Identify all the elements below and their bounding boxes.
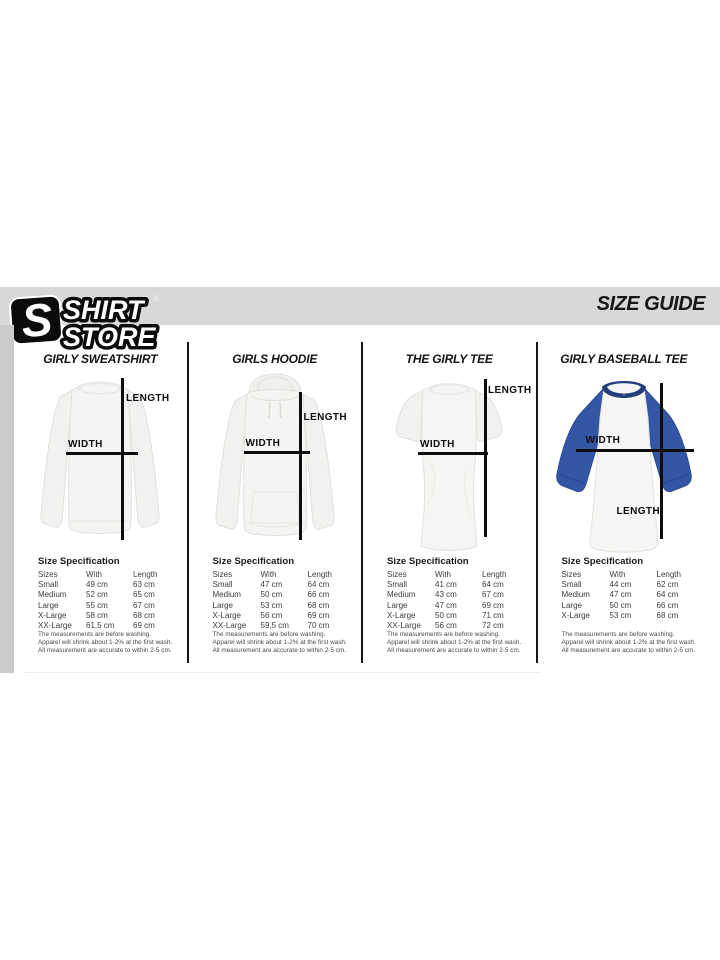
spec-row bbox=[213, 601, 357, 611]
svg-text:S: S bbox=[19, 292, 55, 347]
size-cell: Medium bbox=[212, 590, 241, 600]
wash-notes bbox=[38, 631, 183, 656]
product-column-sweatshirt bbox=[14, 342, 187, 663]
size-cell: Large bbox=[212, 600, 233, 610]
product-title: GIRLS HOODIE bbox=[232, 352, 318, 366]
size-cell: Medium bbox=[561, 590, 590, 600]
length-cell: 63 cm bbox=[133, 580, 155, 590]
wash-notes bbox=[387, 631, 532, 656]
size-cell: XX-Large bbox=[212, 621, 247, 631]
size-cell: XX-Large bbox=[387, 621, 421, 631]
length-label: LENGTH bbox=[616, 506, 661, 517]
length-cell: 64 cm bbox=[656, 590, 679, 600]
width-cell: 56 cm bbox=[260, 610, 283, 620]
baseball-tee-image bbox=[544, 372, 704, 562]
col-header-sizes: Sizes bbox=[561, 570, 582, 579]
col-header-length: Length bbox=[307, 570, 332, 579]
length-cell: 69 cm bbox=[482, 600, 504, 610]
spec-row bbox=[213, 621, 357, 631]
product-column-hoodie bbox=[187, 342, 362, 663]
note-line: All measurement are accurate to within 2-5 cm. bbox=[38, 647, 172, 655]
width-label: WIDTH bbox=[420, 439, 455, 450]
col-header-length: Length bbox=[133, 570, 158, 579]
hoodie-image bbox=[195, 372, 355, 562]
width-cell: 59,5 cm bbox=[260, 621, 289, 631]
registered-mark: ® bbox=[153, 294, 159, 303]
size-cell: Medium bbox=[38, 590, 67, 600]
page-title: SIZE GUIDE bbox=[596, 293, 705, 315]
spec-row bbox=[38, 580, 182, 590]
width-cell: 47 cm bbox=[435, 600, 457, 610]
col-header-sizes: Sizes bbox=[38, 570, 58, 579]
spec-row bbox=[213, 580, 357, 590]
width-measure-line bbox=[576, 449, 694, 452]
spec-header-row bbox=[562, 570, 706, 580]
spec-row bbox=[38, 590, 182, 600]
width-label: WIDTH bbox=[68, 439, 103, 450]
size-spec-table bbox=[562, 556, 706, 621]
spec-row bbox=[387, 590, 531, 600]
bottom-hairline bbox=[25, 672, 540, 673]
length-cell: 64 cm bbox=[482, 580, 504, 590]
spec-heading: Size Specification bbox=[212, 556, 295, 567]
wash-notes bbox=[213, 631, 358, 656]
size-cell: Large bbox=[38, 600, 59, 610]
length-cell: 66 cm bbox=[656, 600, 679, 610]
spec-row bbox=[213, 611, 357, 621]
length-cell: 69 cm bbox=[133, 621, 155, 631]
spec-row bbox=[213, 590, 357, 600]
length-cell: 70 cm bbox=[307, 621, 330, 631]
size-cell: Medium bbox=[387, 590, 416, 600]
width-measure-line bbox=[66, 452, 138, 455]
width-cell: 56 cm bbox=[435, 621, 457, 631]
length-cell: 69 cm bbox=[307, 610, 330, 620]
width-cell: 53 cm bbox=[260, 600, 283, 610]
width-cell: 49 cm bbox=[86, 580, 108, 590]
spec-row bbox=[387, 621, 531, 631]
left-edge-strip bbox=[0, 325, 14, 673]
logo-word-shirt: SHIRT bbox=[63, 295, 144, 325]
note-line: All measurement are accurate to within 2-5 cm. bbox=[212, 647, 347, 655]
width-measure-line bbox=[244, 451, 310, 454]
product-column-tee bbox=[361, 342, 536, 663]
product-column-baseball-tee bbox=[536, 342, 711, 663]
product-title: THE GIRLY TEE bbox=[405, 352, 493, 366]
size-cell: X-Large bbox=[387, 610, 416, 620]
width-cell: 52 cm bbox=[86, 590, 108, 600]
spec-header-row bbox=[213, 570, 357, 580]
length-cell: 65 cm bbox=[133, 590, 155, 600]
logo-word-store: STORE bbox=[63, 322, 156, 352]
col-header-length: Length bbox=[482, 570, 507, 579]
product-title: GIRLY BASEBALL TEE bbox=[560, 352, 688, 366]
length-cell: 64 cm bbox=[307, 580, 330, 590]
spec-row bbox=[562, 601, 706, 611]
spec-header-row bbox=[387, 570, 531, 580]
length-cell: 71 cm bbox=[482, 610, 504, 620]
size-cell: Small bbox=[561, 580, 582, 590]
spec-heading: Size Specification bbox=[561, 556, 644, 567]
note-line: Apparel will shrink about 1-2% at the first wash. bbox=[561, 639, 696, 647]
length-label: LENGTH bbox=[126, 393, 170, 404]
width-cell: 53 cm bbox=[609, 610, 632, 620]
width-cell: 50 cm bbox=[435, 610, 457, 620]
col-header-length: Length bbox=[656, 570, 681, 579]
garment-figure bbox=[14, 372, 187, 562]
size-cell: Small bbox=[212, 580, 233, 590]
garment-figure bbox=[189, 372, 362, 562]
width-label: WIDTH bbox=[245, 438, 281, 449]
width-cell: 61,5 cm bbox=[86, 621, 115, 631]
length-measure-line bbox=[484, 379, 487, 537]
width-cell: 41 cm bbox=[435, 580, 457, 590]
length-measure-line bbox=[121, 378, 124, 540]
spec-heading: Size Specification bbox=[38, 556, 120, 567]
size-spec-table bbox=[38, 556, 182, 631]
width-label: WIDTH bbox=[585, 435, 621, 446]
length-cell: 68 cm bbox=[656, 610, 679, 620]
garment-figure bbox=[363, 372, 536, 562]
spec-row bbox=[387, 611, 531, 621]
size-cell: Large bbox=[387, 600, 408, 610]
note-line: Apparel will shrink about 1-2% at the first wash. bbox=[38, 639, 173, 647]
length-cell: 68 cm bbox=[307, 600, 330, 610]
garment-figure bbox=[538, 372, 711, 562]
length-cell: 68 cm bbox=[133, 610, 155, 620]
spec-row bbox=[38, 601, 182, 611]
size-cell: X-Large bbox=[212, 610, 241, 620]
note-line: The measurements are before washing. bbox=[561, 631, 675, 638]
width-cell: 50 cm bbox=[609, 600, 632, 610]
note-line: The measurements are before washing. bbox=[212, 631, 326, 638]
size-spec-table bbox=[213, 556, 357, 631]
size-cell: Large bbox=[561, 600, 582, 610]
width-cell: 47 cm bbox=[609, 590, 632, 600]
size-cell: XX-Large bbox=[38, 621, 72, 631]
logo-s-icon bbox=[9, 292, 63, 347]
product-title: GIRLY SWEATSHIRT bbox=[43, 352, 158, 366]
width-cell: 55 cm bbox=[86, 600, 108, 610]
length-cell: 72 cm bbox=[482, 621, 504, 631]
tee-image bbox=[369, 372, 529, 562]
length-label: LENGTH bbox=[303, 412, 348, 423]
col-header-width: With bbox=[86, 570, 102, 579]
note-line: Apparel will shrink about 1-2% at the first wash. bbox=[212, 639, 347, 647]
spec-header-row bbox=[38, 570, 182, 580]
size-cell: X-Large bbox=[38, 610, 67, 620]
size-guide-columns bbox=[14, 342, 710, 663]
spec-row bbox=[562, 580, 706, 590]
width-cell: 47 cm bbox=[260, 580, 283, 590]
col-header-width: With bbox=[435, 570, 451, 579]
size-spec-table bbox=[387, 556, 531, 631]
note-line: The measurements are before washing. bbox=[38, 631, 151, 638]
col-header-width: With bbox=[609, 570, 626, 579]
size-cell: Small bbox=[38, 580, 59, 590]
width-cell: 50 cm bbox=[260, 590, 283, 600]
length-measure-line bbox=[299, 392, 302, 540]
note-line: Apparel will shrink about 1-2% at the first wash. bbox=[387, 639, 522, 647]
length-cell: 67 cm bbox=[133, 600, 155, 610]
col-header-sizes: Sizes bbox=[212, 570, 233, 579]
size-cell: X-Large bbox=[561, 610, 590, 620]
note-line: The measurements are before washing. bbox=[387, 631, 500, 638]
spec-row bbox=[38, 611, 182, 621]
spec-heading: Size Specification bbox=[387, 556, 469, 567]
wash-notes bbox=[562, 631, 707, 656]
note-line: All measurement are accurate to within 2-5 cm. bbox=[561, 647, 696, 655]
spec-row bbox=[387, 601, 531, 611]
size-cell: Small bbox=[387, 580, 408, 590]
spec-row bbox=[387, 580, 531, 590]
width-cell: 43 cm bbox=[435, 590, 457, 600]
width-cell: 58 cm bbox=[86, 610, 108, 620]
width-measure-line bbox=[418, 452, 488, 455]
col-header-width: With bbox=[260, 570, 277, 579]
length-cell: 62 cm bbox=[656, 580, 679, 590]
note-line: All measurement are accurate to within 2-5 cm. bbox=[387, 647, 521, 655]
length-label: LENGTH bbox=[488, 385, 532, 396]
length-cell: 67 cm bbox=[482, 590, 504, 600]
col-header-sizes: Sizes bbox=[387, 570, 407, 579]
width-cell: 44 cm bbox=[609, 580, 632, 590]
spec-row bbox=[562, 590, 706, 600]
spec-row bbox=[562, 611, 706, 621]
length-cell: 66 cm bbox=[307, 590, 330, 600]
spec-row bbox=[38, 621, 182, 631]
